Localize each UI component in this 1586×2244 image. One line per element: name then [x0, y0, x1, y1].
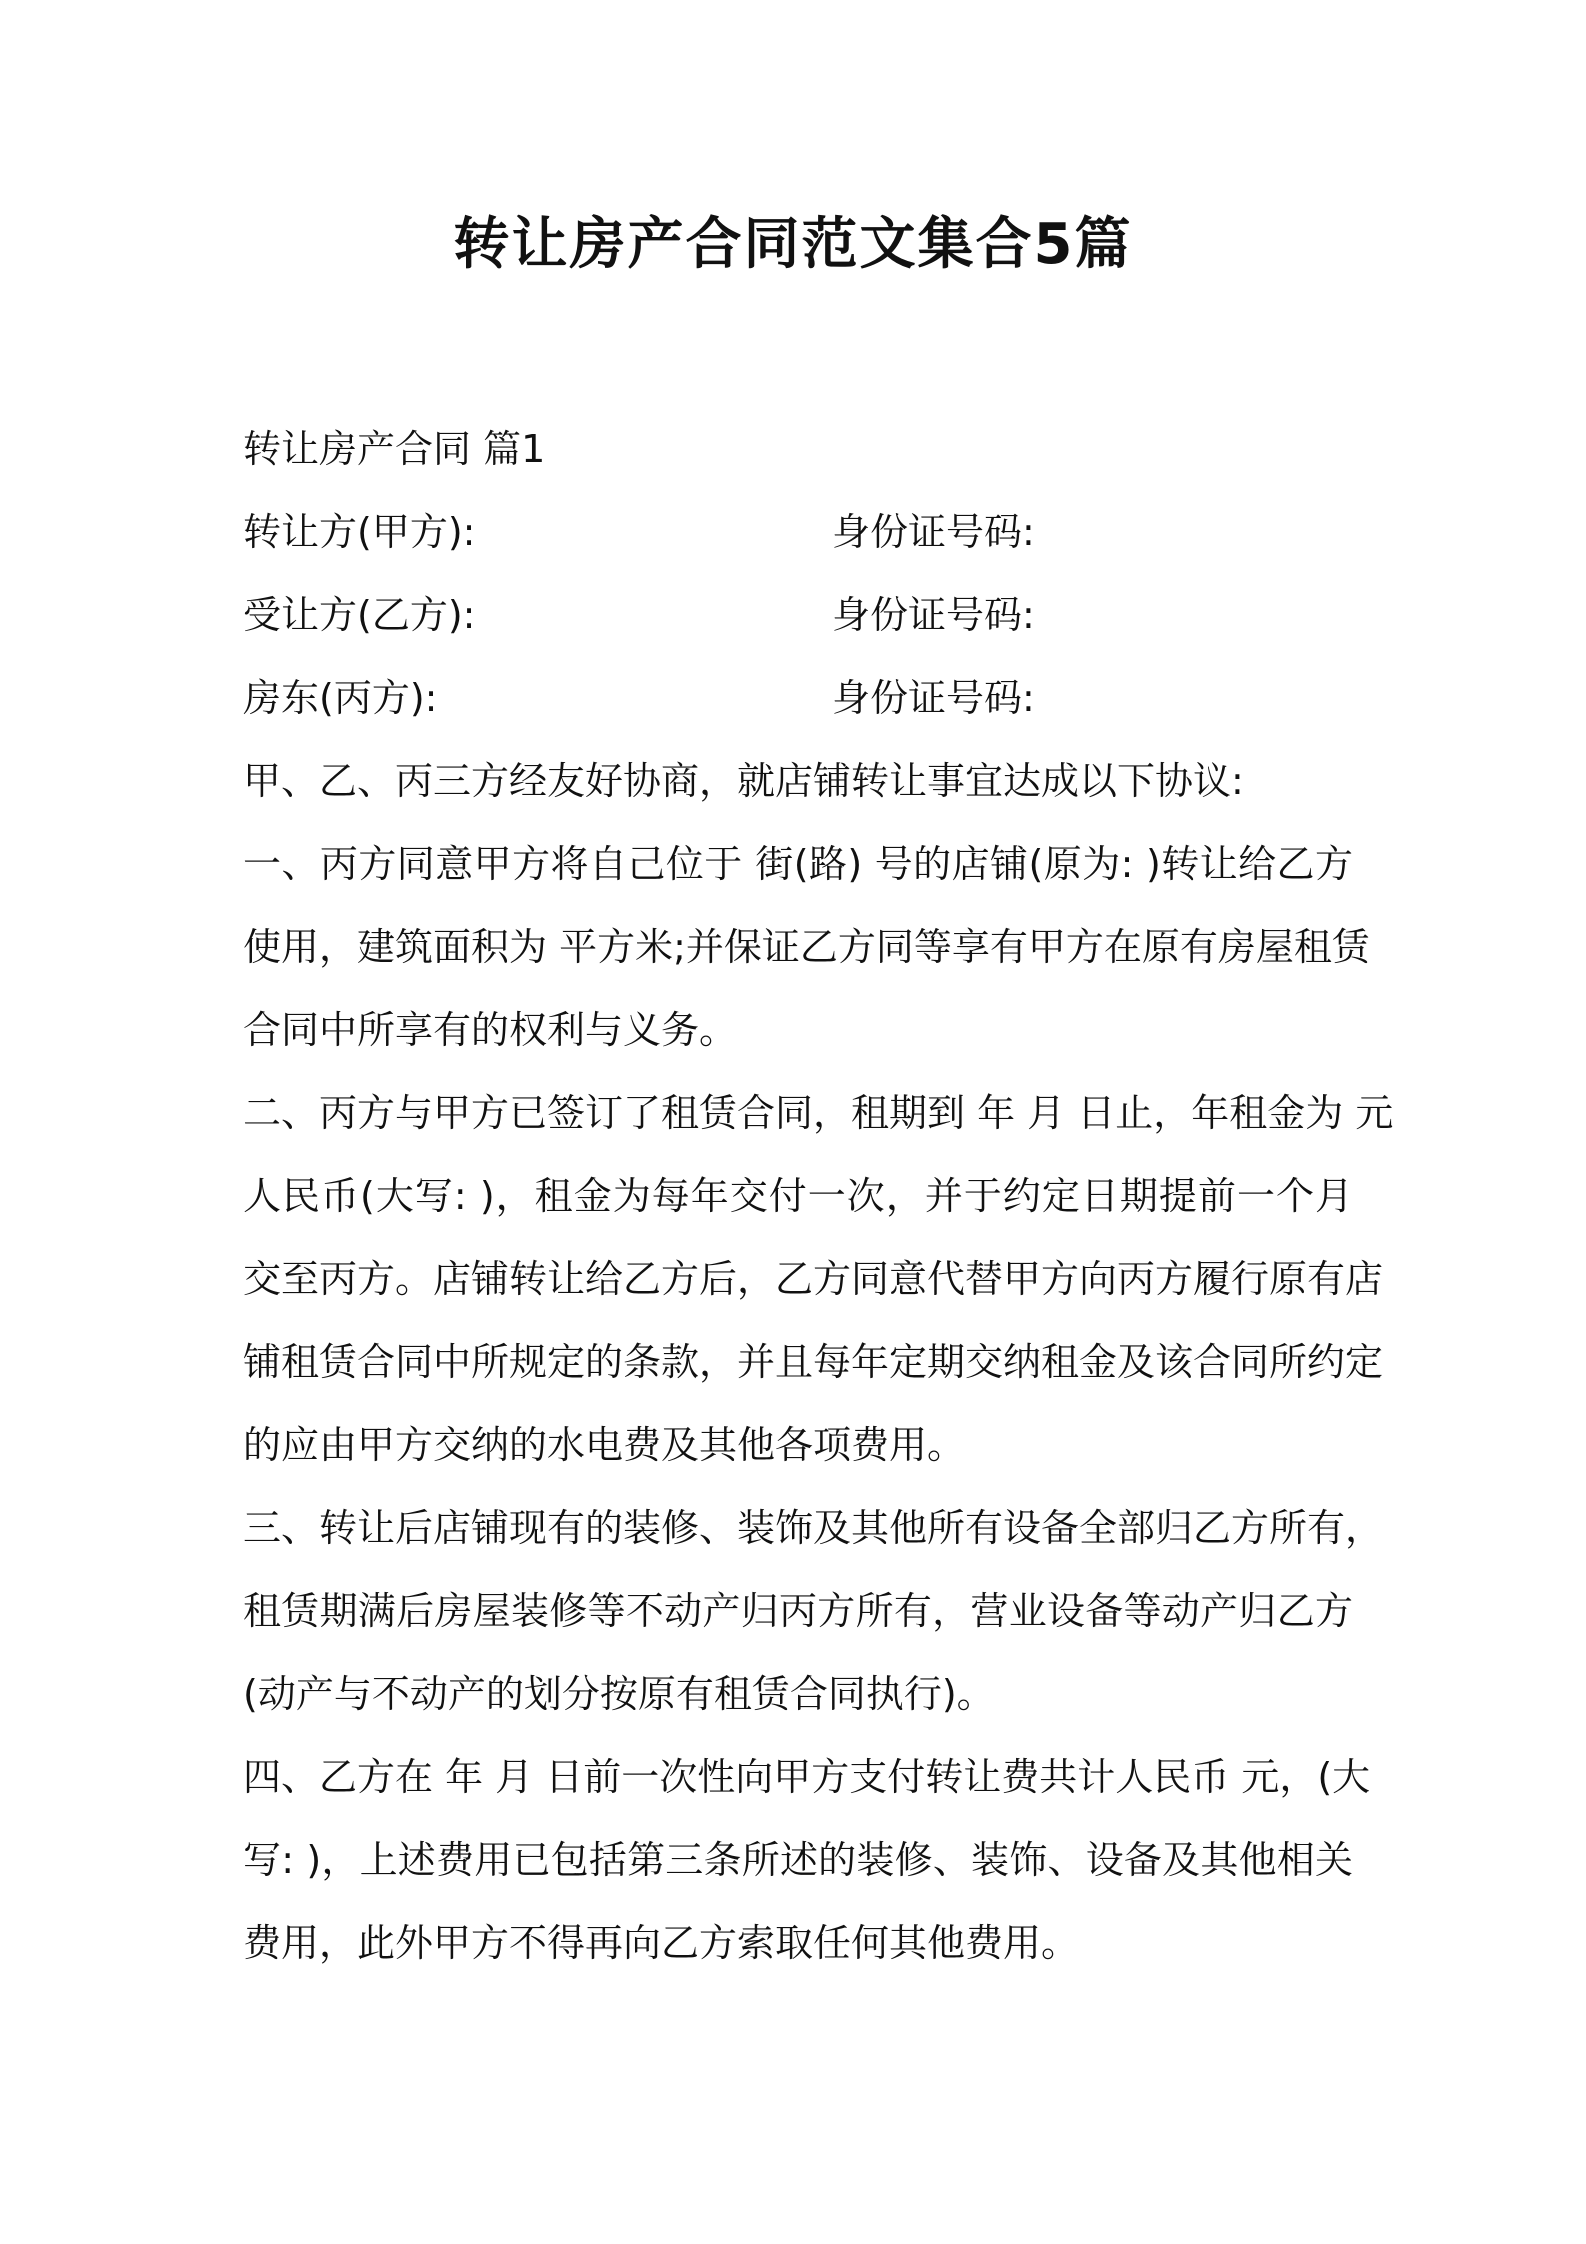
clause-line: 人民币(大写: )，租金为每年交付一次，并于约定日期提前一个月 [243, 1174, 1353, 1218]
clause-line: 的应由甲方交纳的水电费及其他各项费用。 [243, 1423, 966, 1467]
clause-2 [243, 1072, 1394, 1487]
clause-4 [243, 1736, 1371, 1985]
clause-line: (动产与不动产的划分按原有租赁合同执行)。 [243, 1672, 995, 1716]
transferee-label: 受让方(乙方): [243, 593, 476, 637]
clause-line: 租赁期满后房屋装修等不动产归丙方所有，营业设备等动产归乙方 [243, 1589, 1353, 1633]
clause-line: 四、乙方在 年 月 日前一次性向甲方支付转让费共计人民币 元，(大 [243, 1755, 1371, 1799]
transferee-id-label: 身份证号码: [832, 593, 1035, 637]
document-body [243, 408, 1394, 1985]
section-heading: 转让房产合同 篇1 [243, 427, 546, 471]
landlord-id-label: 身份证号码: [832, 676, 1035, 720]
clause-line: 二、丙方与甲方已签订了租赁合同，租期到 年 月 日止，年租金为 元 [243, 1091, 1394, 1135]
party-row-transferee [243, 574, 1353, 657]
clause-1 [243, 823, 1370, 1072]
transferor-id-label: 身份证号码: [832, 510, 1035, 554]
clause-3 [243, 1487, 1384, 1736]
party-row-transferor [243, 491, 1353, 574]
party-row-landlord [243, 657, 1353, 740]
intro-paragraph: 甲、乙、丙三方经友好协商，就店铺转让事宜达成以下协议: [243, 759, 1244, 803]
landlord-label: 房东(丙方): [243, 676, 438, 720]
clause-line: 费用，此外甲方不得再向乙方索取任何其他费用。 [243, 1921, 1080, 1965]
clause-line: 写: )，上述费用已包括第三条所述的装修、装饰、设备及其他相关 [243, 1838, 1353, 1882]
transferor-label: 转让方(甲方): [243, 510, 476, 554]
clause-line: 合同中所享有的权利与义务。 [243, 1008, 738, 1052]
clause-line: 一、丙方同意甲方将自己位于 街(路) 号的店铺(原为: )转让给乙方 [243, 842, 1353, 886]
document-title: 转让房产合同范文集合5篇 [453, 212, 1133, 277]
clause-line: 三、转让后店铺现有的装修、装饰及其他所有设备全部归乙方所有， [243, 1506, 1384, 1550]
clause-line: 使用，建筑面积为 平方米;并保证乙方同等享有甲方在原有房屋租赁 [243, 925, 1370, 969]
clause-line: 交至丙方。店铺转让给乙方后，乙方同意代替甲方向丙方履行原有店 [243, 1257, 1384, 1301]
clause-line: 铺租赁合同中所规定的条款，并且每年定期交纳租金及该合同所约定 [243, 1340, 1384, 1384]
